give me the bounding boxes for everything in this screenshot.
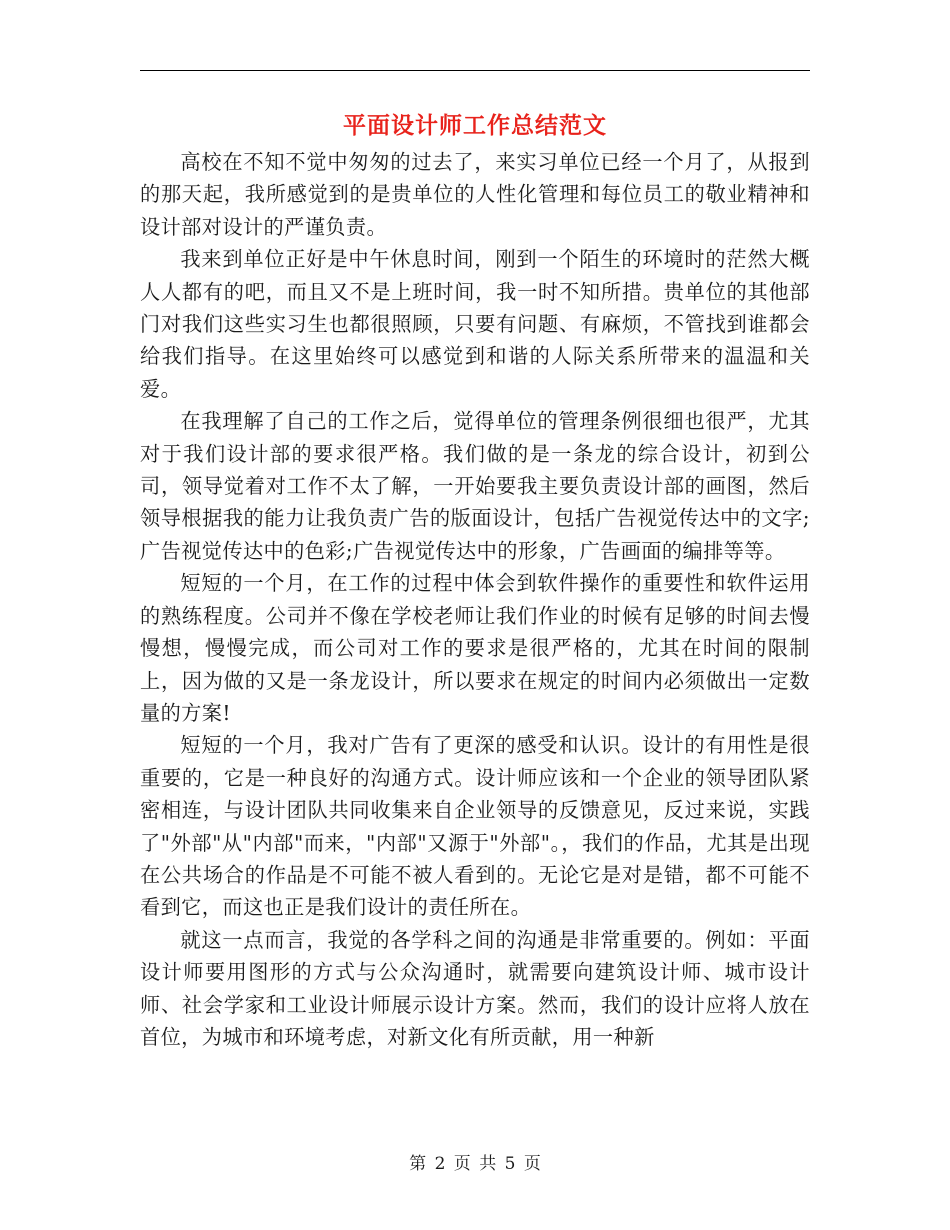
paragraph-4: 短短的一个月，在工作的过程中体会到软件操作的重要性和软件运用的熟练程度。公司并不像在学校老师让我们作业的时候有足够的时间去慢慢想，慢慢完成，而公司对工作的要求是很严格的，尤其在时间的限制上，因为做的又是一条龙设计，所以要求在规定的时间内必须做出一定数量的方案! bbox=[140, 571, 810, 725]
paragraph-2: 我来到单位正好是中午休息时间，刚到一个陌生的环境时的茫然大概人人都有的吧，而且又不是上班时间，我一时不知所措。贵单位的其他部门对我们这些实习生也都很照顾，只要有问题、有麻烦，不管找到谁都会给我们指导。在这里始终可以感觉到和谐的人际关系所带来的温温和关爱。 bbox=[140, 247, 810, 401]
paragraph-1: 高校在不知不觉中匆匆的过去了，来实习单位已经一个月了，从报到的那天起，我所感觉到的是贵单位的人性化管理和每位员工的敬业精神和设计部对设计的严谨负责。 bbox=[140, 150, 810, 239]
header-rule bbox=[140, 70, 810, 71]
paragraph-5: 短短的一个月，我对广告有了更深的感受和认识。设计的有用性是很重要的，它是一种良好的沟通方式。设计师应该和一个企业的领导团队紧密相连，与设计团队共同收集来自企业领导的反馈意见，反过来说，实践了"外部"从"内部"而来，"内部"又源于"外部"。，我们的作品，尤其是出现在公共场合的作品是不可能不被人看到的。无论它是对是错，都不可能不看到它，而这也正是我们设计的责任所在。 bbox=[140, 733, 810, 920]
document-title: 平面设计师工作总结范文 bbox=[343, 112, 607, 139]
paragraph-6: 就这一点而言，我觉的各学科之间的沟通是非常重要的。例如：平面设计师要用图形的方式与公众沟通时，就需要向建筑设计师、城市设计师、社会学家和工业设计师展示设计方案。然而，我们的设计应将人放在首位，为城市和环境考虑，对新文化有所贡献，用一种新 bbox=[140, 927, 810, 1049]
page-number-footer: 第 2 页 共 5 页 bbox=[409, 1154, 541, 1174]
document-body bbox=[140, 146, 810, 1053]
paragraph-3: 在我理解了自己的工作之后，觉得单位的管理条例很细也很严，尤其对于我们设计部的要求很严格。我们做的是一条龙的综合设计，初到公司，领导觉着对工作不太了解，一开始要我主要负责设计部的画图，然后领导根据我的能力让我负责广告的版面设计，包括广告视觉传达中的文字;广告视觉传达中的色彩;广告视觉传达中的形象，广告画面的编排等等。 bbox=[140, 409, 810, 563]
